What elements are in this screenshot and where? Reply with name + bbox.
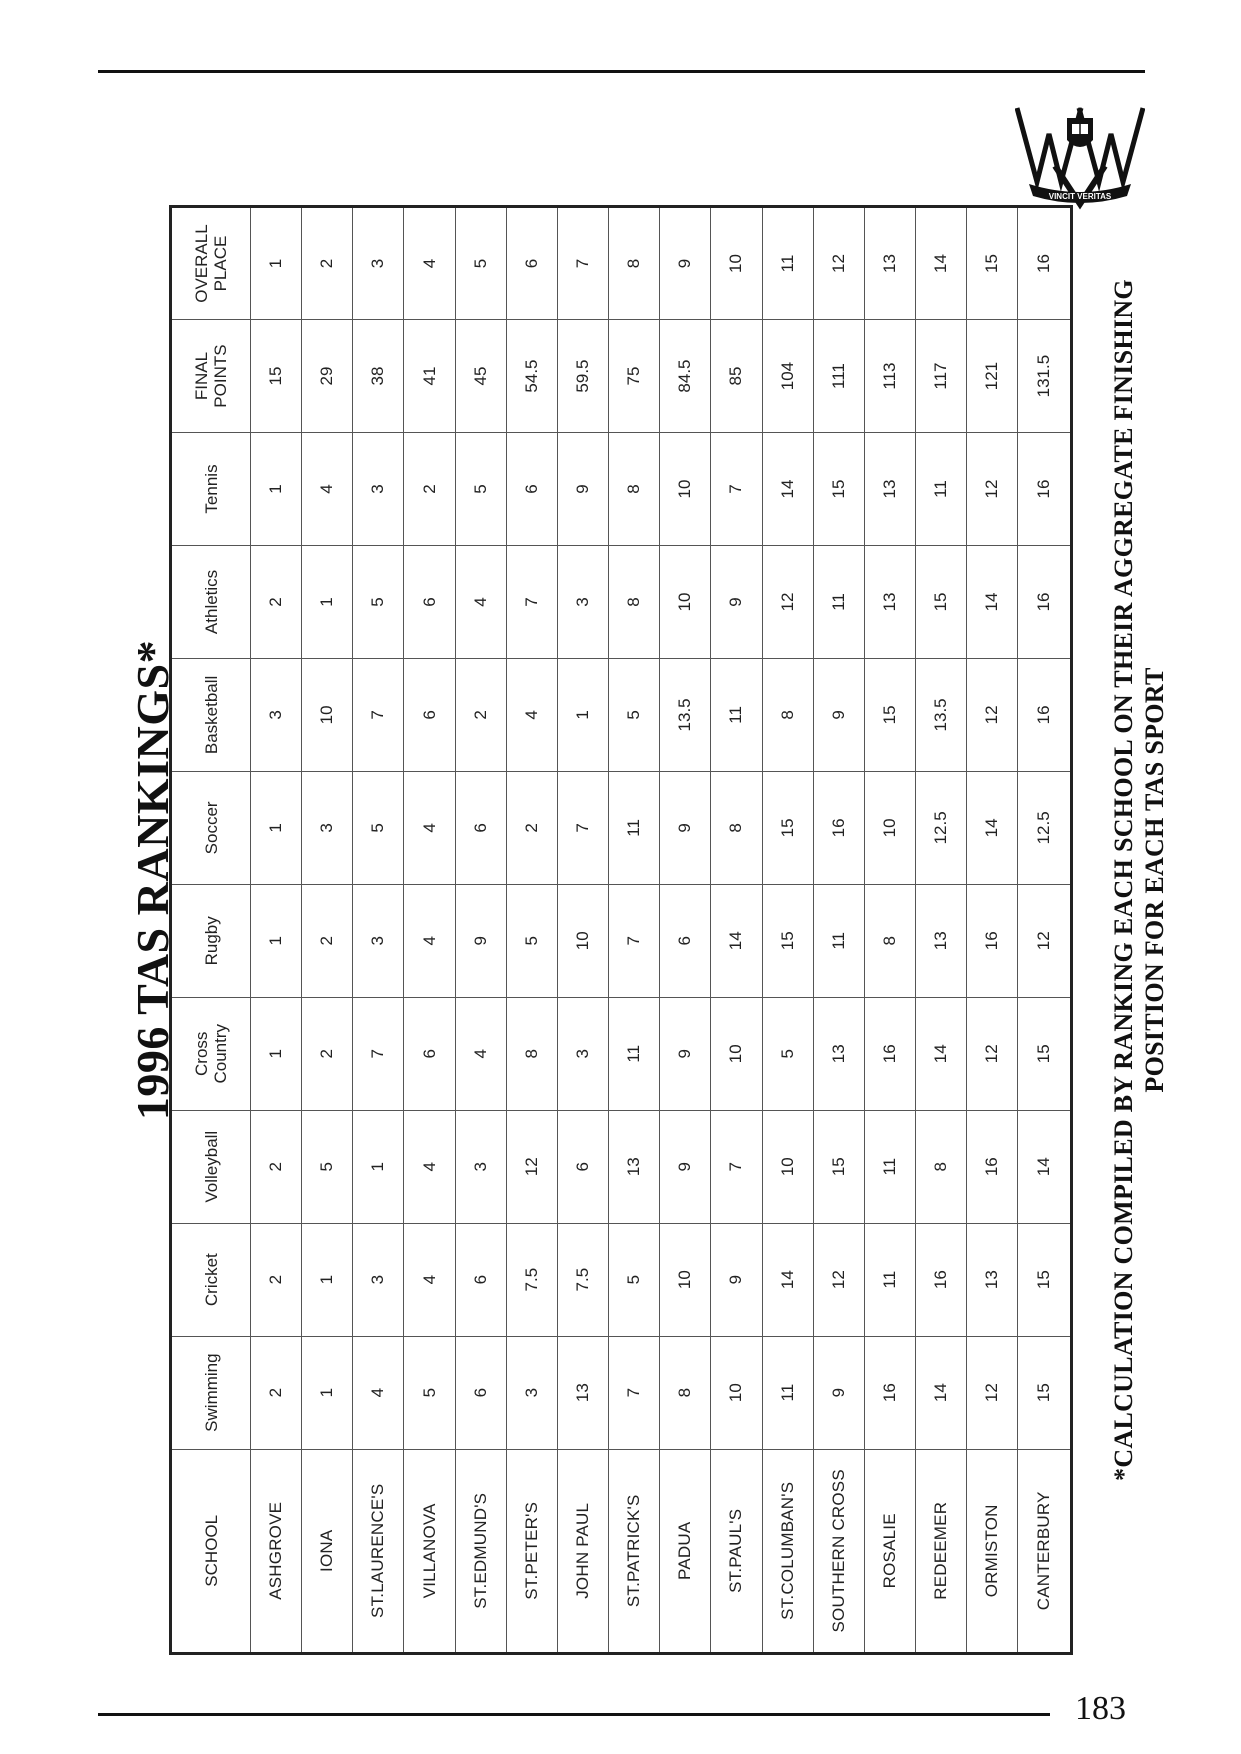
ranking-cell: 14 (762, 1223, 813, 1336)
table-row (1018, 207, 1072, 1654)
ranking-cell: 9 (711, 545, 762, 658)
ranking-cell: 1 (302, 1223, 353, 1336)
ranking-cell: 2 (455, 658, 506, 771)
school-name-cell: ST.EDMUND'S (455, 1449, 506, 1653)
ranking-cell: 11 (916, 433, 967, 546)
ranking-cell: 3 (506, 1336, 557, 1449)
ranking-cell: 15 (916, 545, 967, 658)
ranking-cell: 121 (967, 320, 1018, 433)
ranking-cell: 1 (251, 207, 302, 320)
ranking-cell: 15 (1018, 1336, 1072, 1449)
ranking-cell: 13 (813, 997, 864, 1110)
ranking-cell: 16 (967, 884, 1018, 997)
table-row (251, 207, 302, 1654)
ranking-cell: 85 (711, 320, 762, 433)
ranking-cell: 29 (302, 320, 353, 433)
ranking-cell: 12 (506, 1110, 557, 1223)
ranking-cell: 7 (711, 433, 762, 546)
bottom-rule (98, 1713, 1050, 1716)
ranking-cell: 2 (251, 1223, 302, 1336)
ranking-cell: 15 (864, 658, 915, 771)
ranking-cell: 13 (864, 545, 915, 658)
ranking-cell: 1 (353, 1110, 404, 1223)
column-header: Swimming (171, 1336, 251, 1449)
ranking-cell: 2 (302, 997, 353, 1110)
school-name-cell: ST.PETER'S (506, 1449, 557, 1653)
ranking-cell: 3 (302, 771, 353, 884)
ranking-cell: 1 (302, 1336, 353, 1449)
table-row (353, 207, 404, 1654)
column-header: Soccer (171, 771, 251, 884)
ranking-cell: 8 (506, 997, 557, 1110)
ranking-cell: 38 (353, 320, 404, 433)
ranking-cell: 4 (455, 997, 506, 1110)
school-name-cell: REDEEMER (916, 1449, 967, 1653)
ranking-cell: 5 (609, 658, 660, 771)
ranking-cell: 12.5 (916, 771, 967, 884)
ranking-cell: 3 (557, 545, 608, 658)
school-name-cell: ORMISTON (967, 1449, 1018, 1653)
ranking-cell: 11 (762, 207, 813, 320)
ranking-cell: 3 (353, 433, 404, 546)
footnote-line-1: *CALCULATION COMPILED BY RANKING EACH SCHOOL ON THEIR AGGREGATE FINISHING (1109, 279, 1138, 1481)
ranking-cell: 45 (455, 320, 506, 433)
ranking-cell: 16 (813, 771, 864, 884)
ranking-cell: 8 (609, 433, 660, 546)
school-name-cell: SOUTHERN CROSS (813, 1449, 864, 1653)
ranking-cell: 8 (609, 207, 660, 320)
ranking-cell: 16 (1018, 658, 1072, 771)
column-header: Tennis (171, 433, 251, 546)
ranking-cell: 9 (813, 658, 864, 771)
ranking-cell: 7 (353, 658, 404, 771)
ranking-cell: 4 (404, 1223, 455, 1336)
ranking-cell: 11 (609, 997, 660, 1110)
table-row (609, 207, 660, 1654)
ranking-cell: 15 (813, 1110, 864, 1223)
column-header: OVERALL PLACE (171, 207, 251, 320)
ranking-cell: 11 (762, 1336, 813, 1449)
ranking-cell: 15 (813, 433, 864, 546)
ranking-cell: 10 (711, 997, 762, 1110)
ranking-cell: 16 (1018, 545, 1072, 658)
ranking-cell: 6 (404, 545, 455, 658)
ranking-cell: 13 (557, 1336, 608, 1449)
school-name-cell: ST.PAUL'S (711, 1449, 762, 1653)
ranking-cell: 10 (711, 1336, 762, 1449)
column-header: Athletics (171, 545, 251, 658)
ranking-cell: 41 (404, 320, 455, 433)
table-row (813, 207, 864, 1654)
ranking-cell: 13 (609, 1110, 660, 1223)
ranking-cell: 7 (557, 771, 608, 884)
ranking-cell: 2 (251, 1110, 302, 1223)
ranking-cell: 12 (762, 545, 813, 658)
ranking-cell: 8 (711, 771, 762, 884)
ranking-cell: 13 (967, 1223, 1018, 1336)
ranking-cell: 13 (864, 207, 915, 320)
ranking-cell: 5 (609, 1223, 660, 1336)
school-name-cell: IONA (302, 1449, 353, 1653)
rotated-content (108, 105, 1169, 1655)
ranking-cell: 14 (916, 207, 967, 320)
ranking-cell: 1 (557, 658, 608, 771)
ranking-cell: 1 (251, 884, 302, 997)
column-header: FINAL POINTS (171, 320, 251, 433)
ranking-cell: 9 (660, 207, 711, 320)
ranking-cell: 5 (353, 771, 404, 884)
ranking-cell: 16 (1018, 207, 1072, 320)
rankings-table (169, 205, 1073, 1655)
ranking-cell: 4 (455, 545, 506, 658)
school-name-cell: CANTERBURY (1018, 1449, 1072, 1653)
ranking-cell: 7 (557, 207, 608, 320)
ranking-cell: 7 (353, 997, 404, 1110)
ranking-cell: 16 (916, 1223, 967, 1336)
ranking-cell: 1 (251, 997, 302, 1110)
ranking-cell: 8 (609, 545, 660, 658)
school-name-cell: ST.PATRICK'S (609, 1449, 660, 1653)
ranking-cell: 2 (404, 433, 455, 546)
ranking-cell: 16 (864, 997, 915, 1110)
ranking-cell: 9 (660, 1110, 711, 1223)
ranking-cell: 15 (251, 320, 302, 433)
ranking-cell: 2 (251, 1336, 302, 1449)
ranking-cell: 8 (864, 884, 915, 997)
ranking-cell: 3 (557, 997, 608, 1110)
column-header: Volleyball (171, 1110, 251, 1223)
ranking-cell: 11 (864, 1223, 915, 1336)
ranking-cell: 6 (660, 884, 711, 997)
table-row (302, 207, 353, 1654)
ranking-cell: 13.5 (660, 658, 711, 771)
ranking-cell: 6 (557, 1110, 608, 1223)
ranking-cell: 15 (967, 207, 1018, 320)
ranking-cell: 1 (302, 545, 353, 658)
ranking-cell: 104 (762, 320, 813, 433)
ranking-cell: 1 (251, 771, 302, 884)
top-rule (98, 70, 1145, 73)
ranking-cell: 11 (711, 658, 762, 771)
ranking-cell: 16 (967, 1110, 1018, 1223)
ranking-cell: 5 (762, 997, 813, 1110)
ranking-cell: 15 (762, 771, 813, 884)
ranking-cell: 14 (916, 997, 967, 1110)
ranking-cell: 5 (404, 1336, 455, 1449)
ranking-cell: 12 (967, 433, 1018, 546)
ranking-cell: 9 (557, 433, 608, 546)
ranking-cell: 7.5 (506, 1223, 557, 1336)
ranking-cell: 10 (864, 771, 915, 884)
footnote (1108, 105, 1170, 1655)
column-header: Cricket (171, 1223, 251, 1336)
ranking-cell: 2 (251, 545, 302, 658)
ranking-cell: 9 (660, 771, 711, 884)
column-header: SCHOOL (171, 1449, 251, 1653)
ranking-cell: 14 (967, 771, 1018, 884)
ranking-cell: 7 (711, 1110, 762, 1223)
ranking-cell: 3 (353, 1223, 404, 1336)
school-name-cell: VILLANOVA (404, 1449, 455, 1653)
column-header: Cross Country (171, 997, 251, 1110)
ranking-cell: 16 (1018, 433, 1072, 546)
ranking-cell: 10 (711, 207, 762, 320)
ranking-cell: 13 (864, 433, 915, 546)
table-row (404, 207, 455, 1654)
ranking-cell: 8 (762, 658, 813, 771)
ranking-cell: 6 (455, 771, 506, 884)
ranking-cell: 131.5 (1018, 320, 1072, 433)
school-name-cell: ASHGROVE (251, 1449, 302, 1653)
ranking-cell: 4 (404, 884, 455, 997)
ranking-cell: 12.5 (1018, 771, 1072, 884)
ranking-cell: 12 (1018, 884, 1072, 997)
ranking-cell: 9 (455, 884, 506, 997)
table-row (557, 207, 608, 1654)
table-row (660, 207, 711, 1654)
table-row (967, 207, 1018, 1654)
ranking-cell: 5 (506, 884, 557, 997)
ranking-cell: 9 (813, 1336, 864, 1449)
ranking-cell: 6 (506, 433, 557, 546)
ranking-cell: 8 (916, 1110, 967, 1223)
table-body (251, 207, 1072, 1654)
ranking-cell: 11 (864, 1110, 915, 1223)
ranking-cell: 14 (1018, 1110, 1072, 1223)
ranking-cell: 3 (251, 658, 302, 771)
ranking-cell: 10 (762, 1110, 813, 1223)
ranking-cell: 2 (302, 207, 353, 320)
ranking-cell: 4 (353, 1336, 404, 1449)
ranking-cell: 14 (762, 433, 813, 546)
school-name-cell: ROSALIE (864, 1449, 915, 1653)
ranking-cell: 15 (1018, 1223, 1072, 1336)
ranking-cell: 5 (455, 207, 506, 320)
ranking-cell: 12 (967, 658, 1018, 771)
table-row (455, 207, 506, 1654)
ranking-cell: 4 (404, 207, 455, 320)
footnote-line-2: POSITION FOR EACH TAS SPORT (1140, 667, 1169, 1093)
ranking-cell: 113 (864, 320, 915, 433)
ranking-cell: 12 (813, 207, 864, 320)
ranking-cell: 10 (660, 433, 711, 546)
ranking-cell: 54.5 (506, 320, 557, 433)
page-title: 1996 TAS RANKINGS* (127, 639, 178, 1121)
ranking-cell: 1 (251, 433, 302, 546)
ranking-cell: 3 (353, 207, 404, 320)
ranking-cell: 3 (353, 884, 404, 997)
ranking-cell: 14 (711, 884, 762, 997)
ranking-cell: 16 (864, 1336, 915, 1449)
crest-motto: VINCIT VERITAS (1048, 192, 1112, 201)
ranking-cell: 6 (506, 207, 557, 320)
ranking-cell: 6 (404, 997, 455, 1110)
ranking-cell: 5 (455, 433, 506, 546)
ranking-cell: 7 (609, 1336, 660, 1449)
ranking-cell: 15 (1018, 997, 1072, 1110)
ranking-cell: 6 (404, 658, 455, 771)
ranking-cell: 10 (557, 884, 608, 997)
column-header: Rugby (171, 884, 251, 997)
ranking-cell: 11 (609, 771, 660, 884)
ranking-cell: 12 (813, 1223, 864, 1336)
table-row (711, 207, 762, 1654)
ranking-cell: 117 (916, 320, 967, 433)
school-name-cell: ST.COLUMBAN'S (762, 1449, 813, 1653)
ranking-cell: 10 (660, 1223, 711, 1336)
ranking-cell: 4 (302, 433, 353, 546)
table-row (864, 207, 915, 1654)
ranking-cell: 13 (916, 884, 967, 997)
page-number: 183 (1075, 1690, 1126, 1727)
ranking-cell: 14 (916, 1336, 967, 1449)
ranking-cell: 4 (404, 771, 455, 884)
ranking-cell: 59.5 (557, 320, 608, 433)
ranking-cell: 14 (967, 545, 1018, 658)
ranking-cell: 6 (455, 1336, 506, 1449)
ranking-cell: 84.5 (660, 320, 711, 433)
table-row (506, 207, 557, 1654)
ranking-cell: 7 (506, 545, 557, 658)
ranking-cell: 111 (813, 320, 864, 433)
school-name-cell: JOHN PAUL (557, 1449, 608, 1653)
table-row (762, 207, 813, 1654)
ranking-cell: 11 (813, 884, 864, 997)
ranking-cell: 6 (455, 1223, 506, 1336)
ranking-cell: 12 (967, 997, 1018, 1110)
ranking-cell: 9 (660, 997, 711, 1110)
ranking-cell: 75 (609, 320, 660, 433)
ranking-cell: 2 (302, 884, 353, 997)
ranking-cell: 9 (711, 1223, 762, 1336)
ranking-cell: 13.5 (916, 658, 967, 771)
ranking-cell: 12 (967, 1336, 1018, 1449)
ranking-cell: 4 (404, 1110, 455, 1223)
header-row (171, 207, 251, 1654)
table-row (916, 207, 967, 1654)
school-name-cell: ST.LAURENCE'S (353, 1449, 404, 1653)
ranking-cell: 11 (813, 545, 864, 658)
ranking-cell: 7 (609, 884, 660, 997)
ranking-cell: 10 (302, 658, 353, 771)
ranking-cell: 2 (506, 771, 557, 884)
ranking-cell: 15 (762, 884, 813, 997)
ranking-cell: 5 (353, 545, 404, 658)
ranking-cell: 4 (506, 658, 557, 771)
ranking-cell: 7.5 (557, 1223, 608, 1336)
ranking-cell: 3 (455, 1110, 506, 1223)
school-name-cell: PADUA (660, 1449, 711, 1653)
column-header: Basketball (171, 658, 251, 771)
ranking-cell: 10 (660, 545, 711, 658)
ranking-cell: 5 (302, 1110, 353, 1223)
ranking-cell: 8 (660, 1336, 711, 1449)
